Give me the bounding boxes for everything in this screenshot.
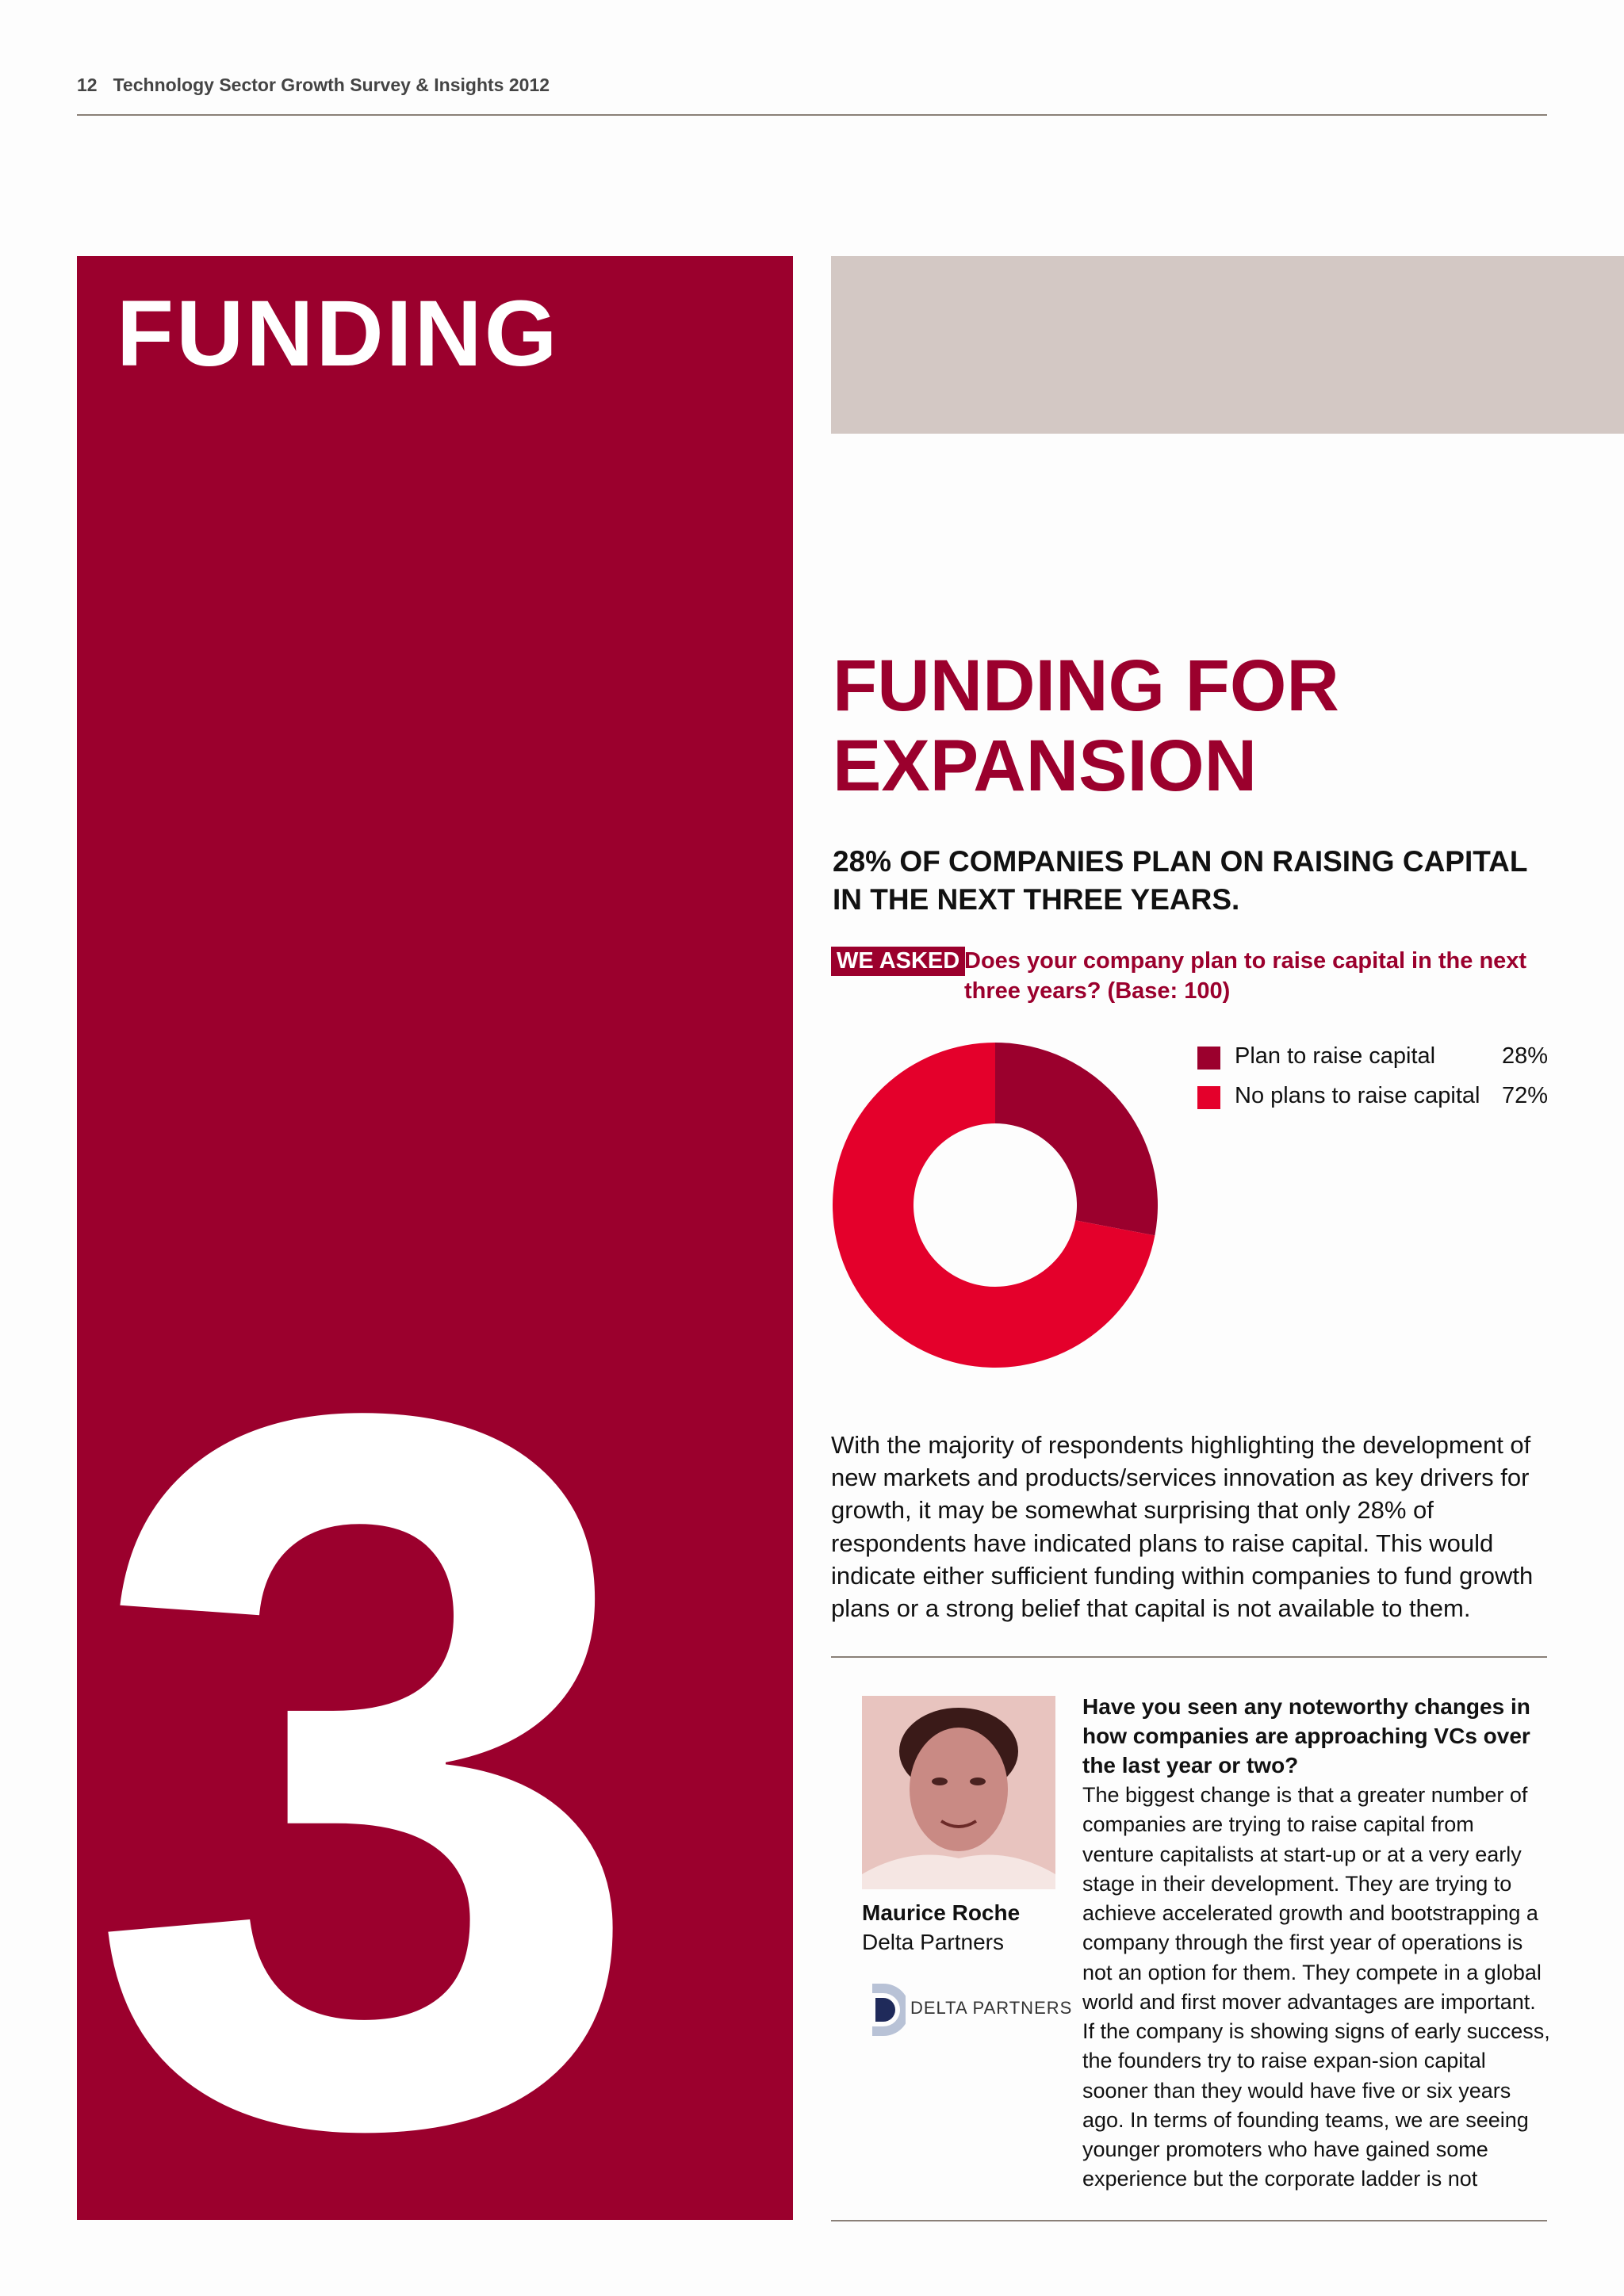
legend-label-plan: Plan to raise capital [1235,1043,1436,1069]
interviewee-name: Maurice Roche [862,1900,1021,1925]
header-rule [77,114,1547,116]
interview-question: Have you seen any noteworthy changes in how companies are approaching VCs over the last year or two? [1082,1694,1530,1778]
article-heading: FUNDING FOR EXPANSION [833,645,1339,807]
publication-title: Technology Sector Growth Survey & Insights 2012 [113,75,550,95]
we-asked-badge: WE ASKED [831,947,965,976]
section-panel [77,256,793,2220]
delta-partners-logo [866,1982,1073,2038]
interviewee-company: Delta Partners [862,1930,1004,1954]
survey-question: Does your company plan to raise capital in the next three years? (Base: 100) [964,948,1527,1004]
section-divider [831,1656,1547,1658]
legend-swatch-plan [1197,1047,1220,1070]
decorative-grey-box [831,256,1624,434]
legend-label-no-plans: No plans to raise capital [1235,1083,1480,1108]
section-title: FUNDING [117,281,560,386]
section-number: 3 [85,1203,649,2220]
footer-rule [831,2220,1547,2221]
page-header [77,75,550,96]
page-number: 12 [77,75,98,95]
legend-value-no-plans: 72% [1501,1083,1548,1108]
legend-swatch-no-plans [1197,1086,1220,1109]
delta-logo-text: DELTA PARTNERS [910,1998,1073,2018]
article-subheading: 28% OF COMPANIES PLAN ON RAISING CAPITAL IN THE NEXT THREE YEARS. [833,845,1527,916]
portrait-photo [862,1696,1055,1889]
interview-answer: The biggest change is that a greater number of companies are trying to raise capital from venture capitalists at start-up or at a very early stage in their development. They are trying to achieve accelerated growth and bootstrapping a company through the first year of operations is not an option for them. They compete in a global world and first mover advantages are important. If the company is showing signs of early success, the founders try to raise expan-sion capital sooner than they would have five or six years ago. In terms of founding teams, we are seeing younger promoters who have gained some experience but the corporate ladder is not [1082,1783,1550,2191]
legend-value-plan: 28% [1501,1043,1548,1069]
legend-item-plan [1197,1043,1548,1075]
article-body: With the majority of respondents highlighting the development of new markets and products/services innovation as key drivers for growth, it may be somewhat surprising that only 28% of respondents have indicated plans to raise capital. This would indicate either sufficient funding within companies to fund growth plans or a strong belief that capital is not available to them. [831,1431,1534,1623]
donut-chart [831,1041,1159,1369]
legend-item-no-plans [1197,1083,1548,1115]
donut-slice-plan [995,1043,1158,1235]
